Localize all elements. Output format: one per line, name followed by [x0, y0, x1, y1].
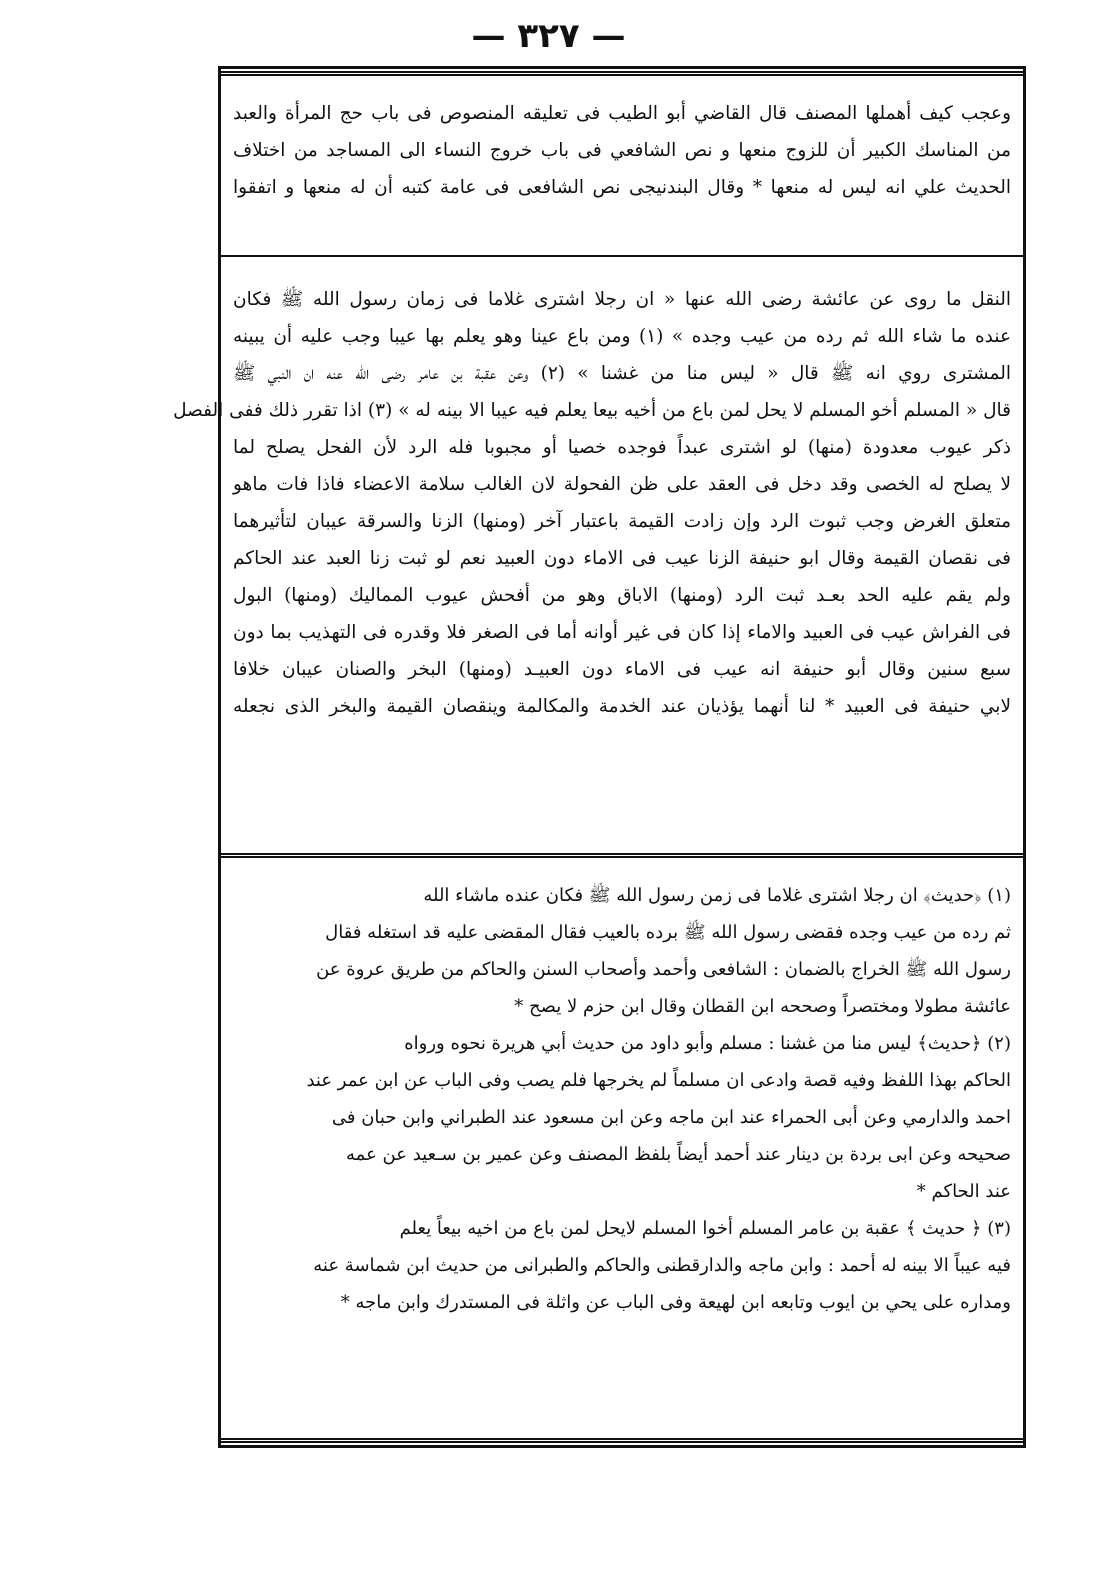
footnote-divider: [221, 853, 1023, 858]
main-line-7: متعلق الغرض وجب ثبوت الرد وإن زادت القيمة باعتبار آخر (ومنها) الزنا والسرقة عيبان لتأثيرهما: [233, 511, 1011, 532]
footnote-line-3: رسول الله ﷺ الخراج بالضمان : الشافعى وأحمد وأصحاب السنن والحاكم من طريق عروة عن: [316, 959, 1011, 980]
main-line-1: النقل ما روى عن عائشة رضى الله عنها « ان رجلا اشترى غلاما فى زمان رسول الله ﷺ فكان: [233, 289, 1011, 310]
top-section-divider: [221, 255, 1023, 257]
main-line-6: لا يصلح له الخصى وقد دخل فى العقد على ظن الفحولة لان الغالب سلامة الاعضاء فاذا فات ماهو: [233, 474, 1011, 495]
main-line-10: فى الفراش عيب فى العبيد والاماء إذا كان فى غير أوانه أما فى الصغر فلا وقدره فى التهذيب بما دون: [233, 622, 1011, 643]
page-number: — ٣٢٧ —: [471, 16, 626, 56]
footnote-line-7: احمد والدارمي وعن أبى الحمراء عند ابن ماجه وعن ابن مسعود عند الطبراني وابن حبان فى: [331, 1107, 1011, 1128]
top-line-1: وعجب كيف أهملها المصنف قال القاضي أبو الطيب فى تعليقه المنصوص فى باب حج المرأة والعبد: [233, 103, 1011, 124]
main-line-11: سبع سنين وقال أبو حنيفة انه عيب فى الاماء دون العبيـد (ومنها) البخر والصنان عيبان خلافا: [233, 659, 1011, 680]
footnote-line-10: (٣) ﴿ حديث ﴾ عقبة بن عامر المسلم أخوا المسلم لايحل لمن باع من اخيه بيعاً يعلم: [399, 1218, 1011, 1239]
top-double-rule: [221, 71, 1023, 76]
footnote-line-2: ثم رده من عيب وجده فقضى رسول الله ﷺ برده بالعيب فقال المقضى عليه قد استغله فقال: [325, 922, 1011, 943]
footnote-line-4: عائشة مطولا ومختصراً وصححه ابن القطان وقال ابن حزم لا يصح *: [514, 996, 1011, 1017]
main-line-4: قال « المسلم أخو المسلم لا يحل لمن باع من أخيه بيعا يعلم فيه عيبا الا بينه له » (٣) اذا تقرر ذلك ففى الفصل: [173, 400, 1011, 421]
footnote-line-8: صحيحه وعن ابى بردة بن دينار عند أحمد أيضاً بلفظ المصنف وعن عمير بن سـعيد عن عمه: [346, 1144, 1011, 1165]
footnote-line-5: (٢) ﴿حديث﴾ ليس منا من غشنا : مسلم وأبو داود من حديث أبي هريرة نحوه ورواه: [404, 1033, 1011, 1054]
bottom-double-rule: [221, 1438, 1023, 1443]
footnotes: [233, 877, 1011, 1321]
footnote-line-6: الحاكم بهذا اللفظ وفيه قصة وادعى ان مسلماً لم يخرجها فلم يصب وفى الباب عن ابن عمر عند: [306, 1070, 1011, 1091]
main-line-12: لابي حنيفة فى العبيد * لنا أنهما يؤذيان عند الخدمة والمكالمة وينقصان القيمة والبخر الذى نجعله: [233, 696, 1011, 717]
footnote-line-11: فيه عيباً الا بينه له أحمد : وابن ماجه والدارقطنى والحاكم والطبرانى من حديث ابن شماسة عنه: [313, 1255, 1011, 1276]
top-section: [233, 95, 1011, 206]
footnote-line-9: عند الحاكم *: [916, 1181, 1011, 1202]
top-line-2: من المناسك الكبير أن للزوج منعها و نص الشافعي فى باب خروج النساء الى المساجد من اختلاف: [233, 140, 1011, 161]
main-line-5: ذكر عيوب معدودة (منها) لو اشترى عبداً فوجده خصيا أو مجبوبا فله الرد لأن الفحل يصلح لما: [233, 437, 1011, 458]
main-line-9: ولم يقم عليه الحد بعـد ثبت الرد (ومنها) الاباق وهو من أفحش عيوب المماليك (ومنها) البول: [233, 585, 1011, 606]
main-line-2: عنده ما شاء الله ثم رده من عيب وجده » (١) ومن باع عينا وهو يعلم بها عيبا وجب عليه أن يبينه: [233, 326, 1011, 347]
main-line-8: فى نقصان القيمة وقال ابو حنيفة الزنا عيب فى الاماء دون العبيد نعم لو ثبت زنا العبد عند الحاكم: [233, 548, 1011, 569]
footnote-line-1: (١) ﴿حديث﴾ ان رجلا اشترى غلاما فى زمن رسول الله ﷺ فكان عنده ماشاء الله: [423, 885, 1011, 906]
page-frame: [173, 66, 1026, 1448]
main-line-3: المشترى روي انه ﷺ قال « ليس منا من غشنا » (٢) وعن عقبة بن عامر رضى الله عنه ان النبي ﷺ: [233, 363, 1011, 384]
footnote-line-12: ومداره على يحي بن ايوب وتابعه ابن لهيعة وفى الباب عن واثلة فى المستدرك وابن ماجه *: [340, 1292, 1011, 1313]
top-line-3: الحديث علي انه ليس له منعها * وقال البندنيجى نص الشافعى فى عامة كتبه أن له منعها و اتفقوا: [233, 177, 1011, 198]
main-text: [173, 281, 1011, 725]
